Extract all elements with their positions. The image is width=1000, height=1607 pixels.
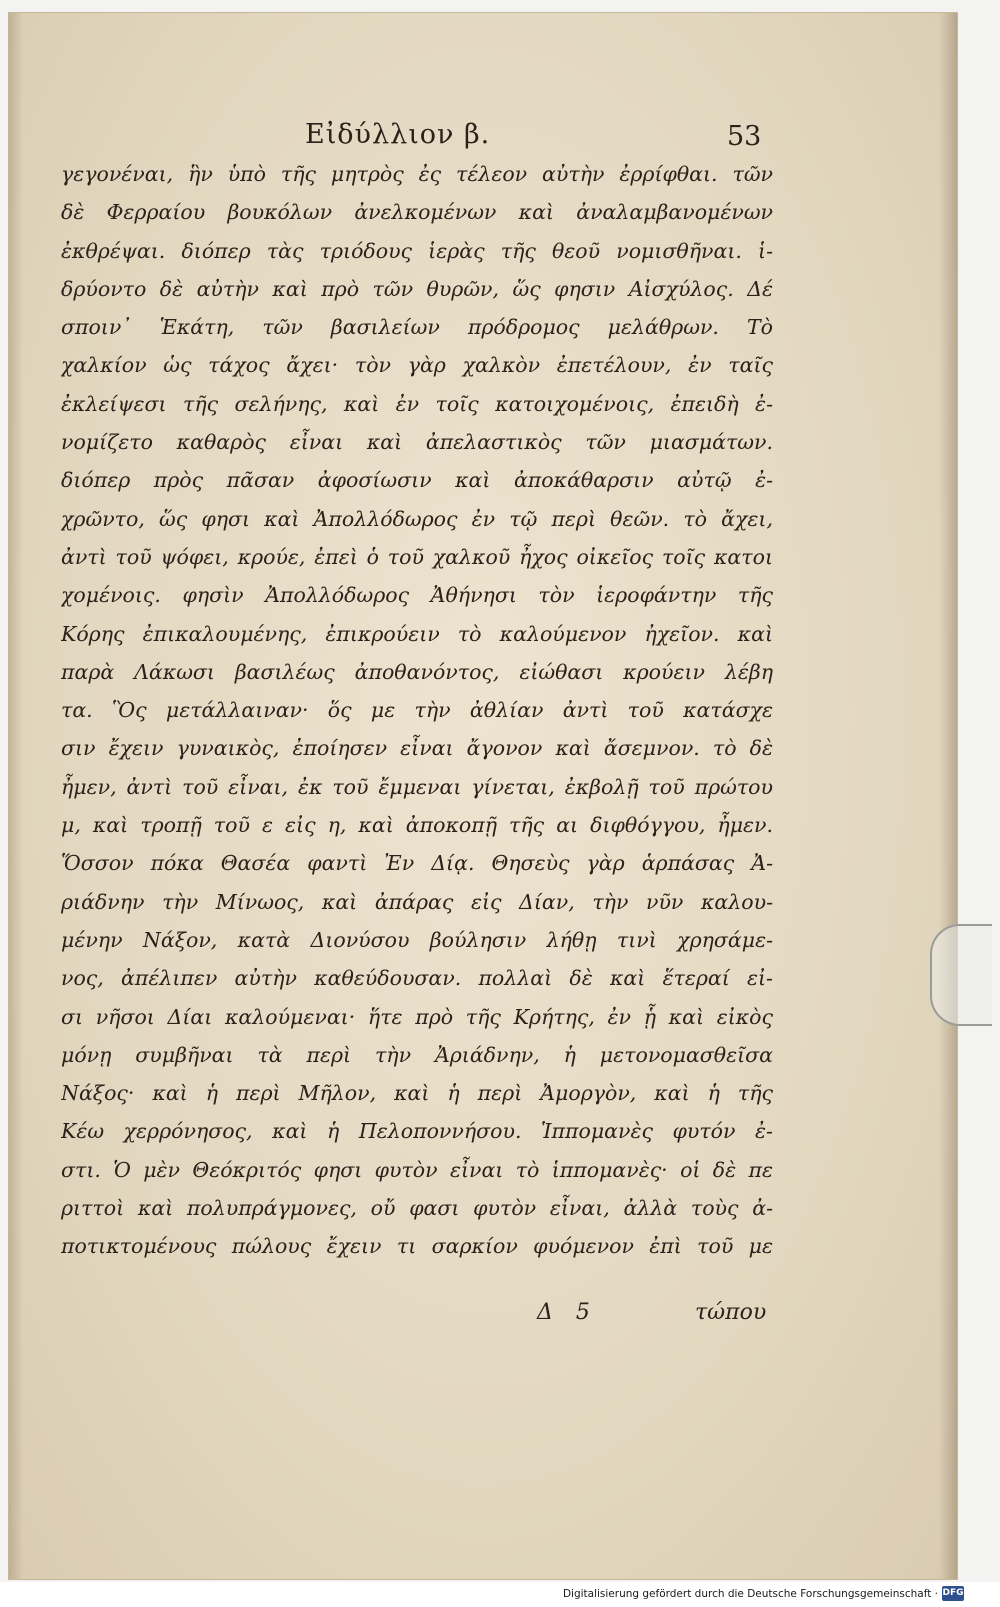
catchword: τώπου bbox=[695, 1300, 767, 1325]
text-line: ἀντὶ τοῦ ψόφει, κρούε, ἐπεὶ ὁ τοῦ χαλκοῦ ἦχος οἰκεῖος τοῖς κατοι bbox=[61, 544, 773, 569]
text-line: ἦμεν, ἀντὶ τοῦ εἶναι, ἐκ τοῦ ἔμμεναι γίνεται, ἐκβολῇ τοῦ πρώτου bbox=[61, 774, 773, 799]
text-line: Κέω χερρόνησος, καὶ ἡ Πελοποννήσου. Ἱππομανὲς φυτόν ἐ- bbox=[61, 1119, 773, 1144]
digitization-note: Digitalisierung gefördert durch die Deutsche Forschungsgemeinschaft · bbox=[562, 1588, 938, 1600]
text-line: ποτικτομένους πώλους ἔχειν τι σαρκίον φυόμενον ἐπὶ τοῦ με bbox=[61, 1234, 773, 1259]
text-line: σι νῆσοι Δίαι καλούμεναι· ἥτε πρὸ τῆς Κρήτης, ἐν ᾗ καὶ εἰκὸς bbox=[61, 1004, 773, 1029]
text-line: Ὅσσον πόκα Θασέα φαντὶ Ἐν Δίᾳ. Θησεὺς γὰρ ἁρπάσας Ἀ- bbox=[61, 851, 773, 876]
text-line: σποιν᾽ Ἑκάτη, τῶν βασιλείων πρόδρομος μελάθρων. Τὸ bbox=[61, 315, 773, 340]
running-title: Εἰδύλλιον β. bbox=[305, 119, 491, 150]
clip-marker bbox=[930, 924, 992, 1026]
text-line: νος, ἀπέλιπεν αὐτὴν καθεύδουσαν. πολλαὶ δὲ καὶ ἕτεραί εἰ- bbox=[61, 966, 773, 991]
digitization-footer bbox=[0, 1582, 1000, 1607]
text-line: χρῶντο, ὥς φησι καὶ Ἀπολλόδωρος ἐν τῷ περὶ θεῶν. τὸ ἄχει, bbox=[61, 506, 773, 531]
text-line: ἐκλείψεσι τῆς σελήνης, καὶ ἐν τοῖς κατοιχομένοις, ἐπειδὴ ἐ- bbox=[61, 391, 773, 416]
text-line: χαλκίον ὡς τάχος ἄχει· τὸν γὰρ χαλκὸν ἐπετέλουν, ἐν ταῖς bbox=[61, 353, 773, 378]
page-number: 53 bbox=[727, 121, 762, 152]
text-line: γεγονέναι, ἣν ὑπὸ τῆς μητρὸς ἐς τέλεον αὐτὴν ἐρρίφθαι. τῶν bbox=[61, 162, 773, 186]
text-line: Κόρης ἐπικαλουμένης, ἐπικρούειν τὸ καλούμενον ἠχεῖον. καὶ bbox=[61, 621, 773, 646]
text-body bbox=[61, 155, 773, 1266]
signature-mark: Δ 5 bbox=[537, 1300, 598, 1325]
text-line: χομένοις. φησὶν Ἀπολλόδωρος Ἀθήνησι τὸν ἱεροφάντην τῆς bbox=[61, 583, 773, 608]
text-line: ριττοὶ καὶ πολυπράγμονες, οὔ φασι φυτὸν εἶναι, ἀλλὰ τοὺς ἀ- bbox=[61, 1196, 773, 1221]
book-page bbox=[8, 12, 958, 1580]
text-line: διόπερ πρὸς πᾶσαν ἀφοσίωσιν καὶ ἀποκάθαρσιν αὐτῷ ἐ- bbox=[61, 468, 773, 493]
text-line: ἐκθρέψαι. διόπερ τὰς τριόδους ἱερὰς τῆς θεοῦ νομισθῆναι. ἱ- bbox=[61, 238, 773, 263]
text-line: σιν ἔχειν γυναικὸς, ἐποίησεν εἶναι ἄγονον καὶ ἄσεμνον. τὸ δὲ bbox=[61, 736, 773, 761]
text-line: δρύοντο δὲ αὐτὴν καὶ πρὸ τῶν θυρῶν, ὥς φησιν Αἰσχύλος. Δέ bbox=[61, 276, 773, 301]
text-line: Νάξος· καὶ ἡ περὶ Μῆλον, καὶ ἡ περὶ Ἀμοργὸν, καὶ ἡ τῆς bbox=[61, 1081, 773, 1106]
text-line: δὲ Φερραίου βουκόλων ἀνελκομένων καὶ ἀναλαμβανομένων bbox=[61, 200, 773, 225]
text-line: παρὰ Λάκωσι βασιλέως ἀποθανόντος, εἰώθασι κρούειν λέβη bbox=[61, 659, 773, 684]
text-line: νομίζετο καθαρὸς εἶναι καὶ ἀπελαστικὸς τῶν μιασμάτων. bbox=[61, 430, 773, 455]
dfg-logo-icon: DFG bbox=[942, 1586, 964, 1601]
text-line: μένην Νάξον, κατὰ Διονύσου βούλησιν λήθῃ τινὶ χρησάμε- bbox=[61, 927, 773, 952]
page-footer bbox=[9, 1300, 959, 1334]
text-line: μ, καὶ τροπῇ τοῦ ε εἰς η, καὶ ἀποκοπῇ τῆς αι διφθόγγου, ἦμεν. bbox=[61, 813, 773, 838]
text-line: μόνῃ συμβῆναι τὰ περὶ τὴν Ἀριάδνην, ἡ μετονομασθεῖσα bbox=[61, 1042, 773, 1067]
text-line: τα. Ὃς μετάλλαιναν· ὅς με τὴν ἀθλίαν ἀντὶ τοῦ κατάσχε bbox=[61, 698, 773, 723]
page-gutter-shadow bbox=[9, 13, 23, 1579]
page-header bbox=[9, 119, 959, 159]
text-line: ριάδνην τὴν Μίνωος, καὶ ἀπάρας εἰς Δίαν, τὴν νῦν καλου- bbox=[61, 889, 773, 914]
page-edge-shadow bbox=[939, 13, 957, 1579]
text-line: στι. Ὁ μὲν Θεόκριτός φησι φυτὸν εἶναι τὸ ἱππομανὲς· οἱ δὲ πε bbox=[61, 1157, 773, 1182]
